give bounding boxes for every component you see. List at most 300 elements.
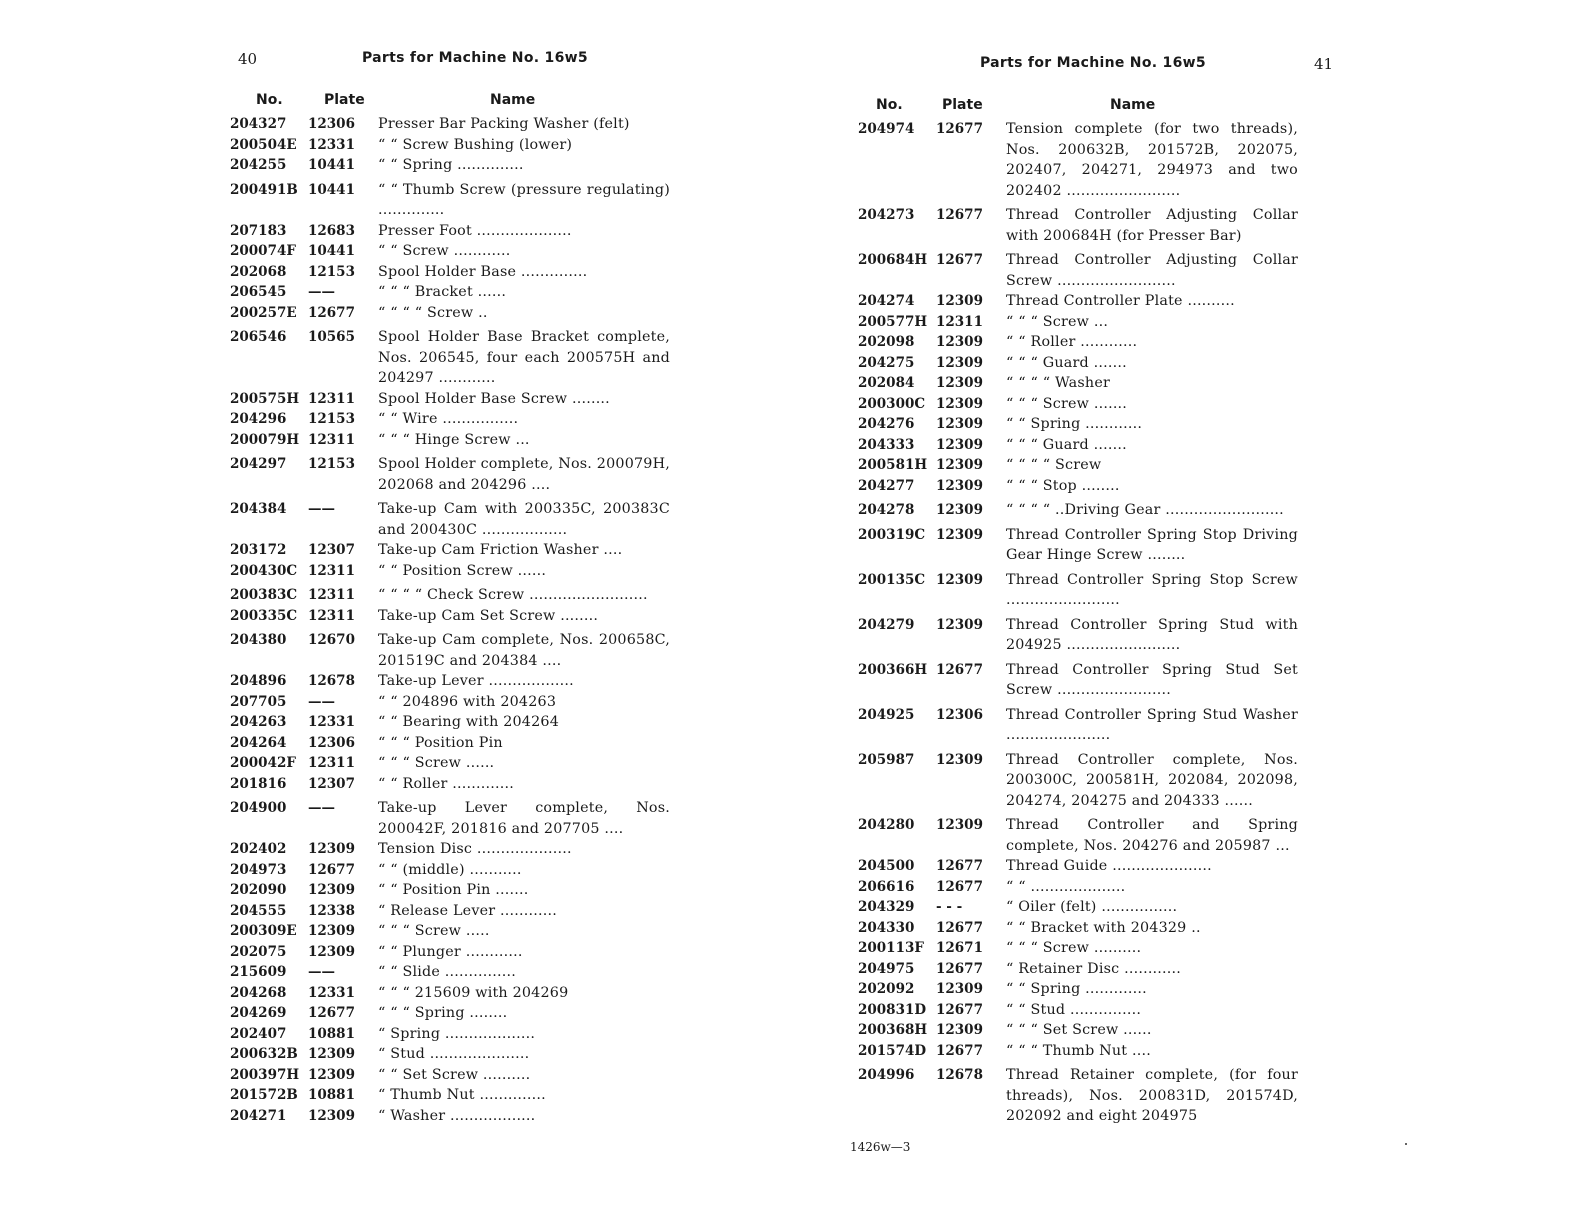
part-name: Thread Controller Spring Stud Washer ...................... [1006, 706, 1298, 743]
part-number: 204384 [230, 501, 287, 517]
part-number: 200632B [230, 1046, 298, 1062]
parts-row [230, 389, 670, 410]
part-number: 200575H [230, 390, 300, 407]
plate-number: 12307 [308, 775, 355, 792]
part-number: 202092 [858, 981, 915, 997]
plate-number: —— [308, 284, 335, 300]
plate-number: 12309 [308, 1107, 355, 1124]
part-name: Thread Controller Spring Stud Set Screw ........................ [1006, 661, 1298, 698]
right-page-title: Parts for Machine No. 16w5 [980, 55, 1206, 71]
parts-row [858, 918, 1298, 939]
plate-number: 12677 [936, 252, 983, 268]
part-number: 204555 [230, 902, 287, 919]
plate-number: 12309 [936, 571, 983, 588]
parts-row [230, 180, 670, 221]
part-name: Spool Holder Base Screw ........ [378, 390, 610, 407]
plate-number: —— [308, 693, 335, 710]
part-number: 204996 [858, 1067, 915, 1083]
plate-number: 12331 [308, 714, 355, 730]
part-name: Spool Holder complete, Nos. 200079H, 202068 and 204296 .... [378, 456, 670, 493]
parts-row [230, 901, 670, 922]
part-number: 202098 [858, 334, 915, 350]
part-name: Thread Controller Adjusting Collar Screw ......................... [1006, 252, 1298, 289]
parts-row [858, 435, 1298, 456]
part-name: Take-up Cam with 200335C, 200383C and 200430C .................. [378, 501, 670, 538]
part-name: “ “ “ “ Screw .. [378, 304, 488, 321]
parts-row [230, 282, 670, 303]
parts-row [230, 499, 670, 540]
part-name: Take-up Cam Friction Washer .... [378, 542, 623, 558]
part-name: “ “ “ Set Screw ...... [1006, 1022, 1152, 1038]
part-name: “ “ Roller ............ [1006, 334, 1138, 350]
parts-row [858, 414, 1298, 435]
plate-number: 12153 [308, 456, 355, 472]
part-number: 204925 [858, 706, 915, 723]
plate-number: 12311 [308, 607, 355, 624]
part-number: 200113F [858, 940, 924, 956]
part-name: Thread Controller Spring Stop Driving Gear Hinge Screw ........ [1006, 526, 1298, 563]
part-name: Thread Controller Spring Stud with 204925 ........................ [1006, 616, 1298, 653]
part-name: Thread Controller and Spring complete, Nos. 204276 and 205987 ... [1006, 817, 1298, 854]
parts-row [858, 615, 1298, 656]
part-name: “ “ Bearing with 204264 [378, 714, 559, 730]
part-name: “ “ Position Screw ...... [378, 562, 547, 579]
part-name: Spool Holder Base .............. [378, 263, 588, 280]
part-name: “ Release Lever ............ [378, 902, 557, 919]
plate-number: 12309 [936, 293, 983, 309]
part-number: 204275 [858, 354, 915, 371]
plate-number: 12677 [936, 878, 983, 895]
part-name: “ Spring ................... [378, 1025, 536, 1042]
parts-row [230, 1024, 670, 1045]
part-name: Tension complete (for two threads), Nos. 200632B, 201572B, 202075, 202407, 204271, 294973 and two 202402 ........................ [1006, 121, 1298, 199]
parts-row [230, 114, 670, 135]
part-name: “ “ “ Screw ....... [1006, 395, 1128, 412]
parts-row [858, 250, 1298, 291]
part-number: 204273 [858, 207, 915, 223]
parts-row [230, 692, 670, 713]
left-page-number: 40 [238, 50, 258, 68]
parts-row [858, 525, 1298, 566]
part-name: “ “ 204896 with 204263 [378, 693, 557, 710]
parts-row [230, 753, 670, 774]
parts-row [230, 1003, 670, 1024]
plate-number: 10881 [308, 1025, 355, 1042]
part-number: 200079H [230, 431, 300, 448]
part-name: Presser Foot .................... [378, 222, 572, 239]
parts-row [858, 1000, 1298, 1021]
plate-number: 12677 [936, 960, 983, 977]
parts-row [230, 671, 670, 692]
part-name: “ “ “ Thumb Nut .... [1006, 1042, 1151, 1059]
part-number: 204975 [858, 960, 915, 977]
part-name: Thread Controller Spring Stop Screw ........................ [1006, 571, 1298, 608]
right-col-name: Name [1110, 97, 1156, 113]
part-name: “ “ “ Spring ........ [378, 1005, 508, 1021]
part-name: “ “ .................... [1006, 878, 1126, 895]
plate-number: 12311 [936, 313, 983, 330]
part-name: “ Thumb Nut .............. [378, 1087, 546, 1103]
parts-row [858, 750, 1298, 812]
page-footer-code: 1426w—3 [850, 1140, 911, 1154]
plate-number: 12677 [308, 861, 355, 878]
part-number: 202090 [230, 882, 287, 898]
left-col-name: Name [490, 92, 536, 108]
part-name: “ “ “ “ ..Driving Gear ......................... [1006, 502, 1284, 518]
plate-number: 12153 [308, 411, 355, 427]
part-name: “ “ “ “ Check Screw ......................... [378, 587, 648, 603]
right-page-number: 41 [1314, 55, 1334, 73]
part-name: “ “ “ Guard ....... [1006, 354, 1127, 371]
parts-row [230, 262, 670, 283]
part-name: “ Stud ..................... [378, 1046, 530, 1062]
plate-number: 12677 [936, 1001, 983, 1018]
part-name: Thread Controller Plate .......... [1006, 293, 1235, 309]
part-name: Thread Guide ..................... [1006, 858, 1212, 874]
parts-row [230, 1044, 670, 1065]
parts-row [858, 570, 1298, 611]
part-number: 204974 [858, 121, 915, 137]
part-number: 200491B [230, 181, 298, 198]
part-name: “ “ Bracket with 204329 .. [1006, 919, 1201, 936]
part-number: 200581H [858, 457, 928, 473]
plate-number: 12670 [308, 632, 355, 648]
part-name: Presser Bar Packing Washer (felt) [378, 116, 630, 132]
part-name: “ “ Set Screw .......... [378, 1066, 531, 1083]
plate-number: 12311 [308, 562, 355, 579]
part-name: Thread Retainer complete, (for four threads), Nos. 200831D, 201574D, 202092 and eight 204975 [1006, 1067, 1298, 1124]
part-name: Take-up Lever complete, Nos. 200042F, 201816 and 207705 .... [378, 800, 670, 837]
part-name: “ “ “ Bracket ...... [378, 284, 507, 300]
part-number: 200135C [858, 571, 926, 588]
part-number: 204896 [230, 673, 287, 689]
part-number: 204278 [858, 502, 915, 518]
plate-number: 12307 [308, 542, 355, 558]
part-number: 200257E [230, 304, 297, 321]
plate-number: 12311 [308, 431, 355, 448]
plate-number: 12306 [936, 706, 983, 723]
part-number: 204279 [858, 616, 915, 633]
plate-number: 12309 [936, 395, 983, 412]
parts-row [858, 119, 1298, 201]
part-number: 204276 [858, 416, 915, 432]
parts-row [230, 839, 670, 860]
part-number: 200831D [858, 1001, 927, 1018]
parts-row [230, 585, 670, 606]
plate-number: —— [308, 964, 335, 980]
part-number: 204277 [858, 477, 915, 494]
plate-number: 12678 [936, 1067, 983, 1083]
part-name: “ “ Plunger ............ [378, 943, 523, 960]
parts-row [858, 455, 1298, 476]
parts-row [858, 897, 1298, 918]
part-name: “ “ “ Hinge Screw ... [378, 431, 530, 448]
parts-row [858, 1041, 1298, 1062]
part-name: Take-up Cam Set Screw ........ [378, 607, 599, 624]
parts-row [230, 942, 670, 963]
parts-row [230, 327, 670, 389]
parts-row [858, 373, 1298, 394]
part-number: 201574D [858, 1042, 927, 1059]
plate-number: 12331 [308, 984, 355, 1001]
part-name: Tension Disc .................... [378, 841, 572, 857]
part-name: “ “ “ “ Washer [1006, 375, 1111, 391]
part-number: 203172 [230, 542, 287, 558]
right-parts-list [858, 119, 1298, 1127]
parts-row [858, 332, 1298, 353]
part-name: “ “ Spring ............ [1006, 416, 1143, 432]
right-col-plate: Plate [942, 97, 983, 113]
part-name: “ “ “ “ Screw [1006, 457, 1102, 473]
left-col-plate: Plate [324, 92, 365, 108]
plate-number: 10881 [308, 1087, 355, 1103]
parts-row [858, 877, 1298, 898]
part-number: 201572B [230, 1087, 298, 1103]
parts-row [230, 962, 670, 983]
part-number: 204296 [230, 411, 287, 427]
part-number: 202402 [230, 841, 287, 857]
parts-row [230, 1085, 670, 1106]
part-number: 204263 [230, 714, 287, 730]
part-name: “ “ Spring ............. [1006, 981, 1147, 997]
part-name: “ “ “ 215609 with 204269 [378, 984, 569, 1001]
parts-row [230, 606, 670, 627]
part-number: 204973 [230, 861, 287, 878]
parts-row [230, 921, 670, 942]
part-number: 204327 [230, 116, 287, 132]
parts-row [858, 660, 1298, 701]
plate-number: 12677 [936, 121, 983, 137]
part-number: 204271 [230, 1107, 287, 1124]
part-number: 201816 [230, 775, 287, 792]
part-name: “ “ “ Screw ... [1006, 313, 1109, 330]
plate-number: 12309 [936, 416, 983, 432]
part-number: 200335C [230, 607, 298, 624]
plate-number: 12677 [936, 858, 983, 874]
parts-row [230, 1065, 670, 1086]
part-name: “ “ Thumb Screw (pressure regulating) .............. [378, 181, 670, 218]
part-number: 200042F [230, 755, 296, 771]
parts-row [230, 860, 670, 881]
plate-number: 12309 [308, 923, 355, 939]
plate-number: 10441 [308, 181, 355, 198]
part-name: “ “ Position Pin ....... [378, 882, 529, 898]
plate-number: 12677 [936, 207, 983, 223]
parts-row [230, 540, 670, 561]
part-number: 200430C [230, 562, 298, 579]
part-number: 200684H [858, 252, 928, 268]
plate-number: 12309 [936, 436, 983, 453]
part-number: 200300C [858, 395, 926, 412]
plate-number: 12309 [936, 334, 983, 350]
parts-row [858, 938, 1298, 959]
parts-row [858, 1065, 1298, 1127]
part-name: “ “ “ Screw .......... [1006, 940, 1142, 956]
plate-number: 12309 [936, 477, 983, 494]
part-name: “ “ Stud ............... [1006, 1001, 1142, 1018]
plate-number: 10441 [308, 157, 355, 173]
part-number: 204274 [858, 293, 915, 309]
part-name: Thread Controller Adjusting Collar with 200684H (for Presser Bar) [1006, 207, 1298, 244]
part-name: Take-up Lever .................. [378, 673, 574, 689]
parts-row [858, 205, 1298, 246]
plate-number: 12309 [308, 1046, 355, 1062]
plate-number: 12309 [308, 841, 355, 857]
parts-row [230, 774, 670, 795]
plate-number: 12683 [308, 222, 355, 239]
part-number: 204329 [858, 899, 915, 915]
plate-number: 12311 [308, 755, 355, 771]
part-name: “ “ “ Stop ........ [1006, 477, 1120, 494]
left-col-no: No. [256, 92, 283, 108]
right-col-no: No. [876, 97, 903, 113]
plate-number: 12309 [936, 751, 983, 768]
plate-number: —— [308, 800, 335, 816]
part-name: Spool Holder Base Bracket complete, Nos. 206545, four each 200575H and 204297 ............ [378, 329, 670, 386]
parts-row [230, 241, 670, 262]
plate-number: 12338 [308, 902, 355, 919]
plate-number: —— [308, 501, 335, 517]
speck-mark [1405, 1143, 1407, 1145]
plate-number: - - - [936, 899, 963, 915]
part-name: “ “ Wire ................ [378, 411, 519, 427]
plate-number: 12678 [308, 673, 355, 689]
part-number: 200074F [230, 243, 296, 259]
plate-number: 12677 [308, 1005, 355, 1021]
plate-number: 12309 [936, 1022, 983, 1038]
plate-number: 10565 [308, 329, 355, 345]
part-name: “ “ Screw ............ [378, 243, 511, 259]
part-number: 204268 [230, 984, 287, 1001]
part-number: 206545 [230, 284, 287, 300]
plate-number: 12153 [308, 263, 355, 280]
parts-row [858, 353, 1298, 374]
parts-row [230, 733, 670, 754]
part-number: 202068 [230, 263, 287, 280]
plate-number: 12309 [936, 616, 983, 633]
parts-row [230, 454, 670, 495]
part-number: 200319C [858, 526, 926, 543]
parts-row [858, 856, 1298, 877]
parts-row [858, 1020, 1298, 1041]
plate-number: 12677 [936, 1042, 983, 1059]
part-name: “ Oiler (felt) ................ [1006, 899, 1178, 915]
part-number: 204264 [230, 734, 287, 751]
parts-row [230, 430, 670, 451]
plate-number: 12306 [308, 116, 355, 132]
plate-number: 12309 [308, 943, 355, 960]
plate-number: 12677 [936, 661, 983, 678]
part-name: “ “ Spring .............. [378, 157, 524, 173]
plate-number: 12311 [308, 390, 355, 407]
left-parts-list [230, 114, 670, 1126]
parts-row [858, 500, 1298, 521]
plate-number: 12331 [308, 136, 355, 153]
part-number: 200368H [858, 1022, 928, 1038]
parts-row [858, 705, 1298, 746]
parts-row [858, 815, 1298, 856]
part-number: 202075 [230, 943, 287, 960]
plate-number: 12309 [936, 817, 983, 833]
part-number: 204280 [858, 817, 915, 833]
parts-row [230, 221, 670, 242]
parts-row [858, 312, 1298, 333]
parts-row [230, 712, 670, 733]
parts-row [858, 394, 1298, 415]
part-number: 204333 [858, 436, 915, 453]
plate-number: 12311 [308, 587, 355, 603]
part-name: “ “ “ Position Pin [378, 734, 503, 751]
plate-number: 12309 [936, 526, 983, 543]
part-name: Thread Controller complete, Nos. 200300C, 200581H, 202084, 202098, 204274, 204275 and 204333 ...... [1006, 751, 1298, 809]
parts-row [230, 1106, 670, 1127]
plate-number: 10441 [308, 243, 355, 259]
plate-number: 12309 [308, 882, 355, 898]
part-number: 204297 [230, 456, 287, 472]
part-name: “ Retainer Disc ............ [1006, 960, 1182, 977]
plate-number: 12309 [308, 1066, 355, 1083]
parts-row [858, 291, 1298, 312]
part-name: “ “ “ Screw ...... [378, 755, 495, 771]
part-number: 204255 [230, 157, 287, 173]
part-number: 200504E [230, 136, 297, 153]
parts-row [230, 880, 670, 901]
part-number: 206616 [858, 878, 915, 895]
part-number: 200366H [858, 661, 928, 678]
parts-row [230, 303, 670, 324]
plate-number: 12309 [936, 981, 983, 997]
plate-number: 12309 [936, 354, 983, 371]
plate-number: 12677 [936, 919, 983, 936]
parts-row [230, 798, 670, 839]
parts-row [230, 983, 670, 1004]
parts-row [858, 979, 1298, 1000]
part-number: 200577H [858, 313, 928, 330]
plate-number: 12309 [936, 502, 983, 518]
part-number: 207705 [230, 693, 287, 710]
part-name: “ Washer .................. [378, 1107, 536, 1124]
left-page-title: Parts for Machine No. 16w5 [362, 50, 588, 66]
part-number: 204330 [858, 919, 915, 936]
plate-number: 12671 [936, 940, 983, 956]
part-number: 215609 [230, 964, 287, 980]
part-name: “ “ “ Guard ....... [1006, 436, 1127, 453]
parts-row [230, 630, 670, 671]
plate-number: 12309 [936, 457, 983, 473]
part-number: 205987 [858, 751, 915, 768]
part-number: 204500 [858, 858, 915, 874]
parts-row [230, 155, 670, 176]
part-name: “ “ (middle) ........... [378, 861, 522, 878]
part-name: “ “ Slide ............... [378, 964, 516, 980]
parts-row [230, 409, 670, 430]
plate-number: 12309 [936, 375, 983, 391]
parts-row [858, 959, 1298, 980]
part-number: 202407 [230, 1025, 287, 1042]
part-name: “ “ Roller ............. [378, 775, 514, 792]
part-number: 200309E [230, 923, 297, 939]
plate-number: 12677 [308, 304, 355, 321]
plate-number: 12306 [308, 734, 355, 751]
parts-row [858, 476, 1298, 497]
part-number: 200397H [230, 1066, 300, 1083]
part-number: 204380 [230, 632, 287, 648]
part-number: 207183 [230, 222, 287, 239]
part-name: “ “ “ Screw ..... [378, 923, 490, 939]
part-number: 200383C [230, 587, 298, 603]
part-name: “ “ Screw Bushing (lower) [378, 136, 573, 153]
parts-row [230, 135, 670, 156]
